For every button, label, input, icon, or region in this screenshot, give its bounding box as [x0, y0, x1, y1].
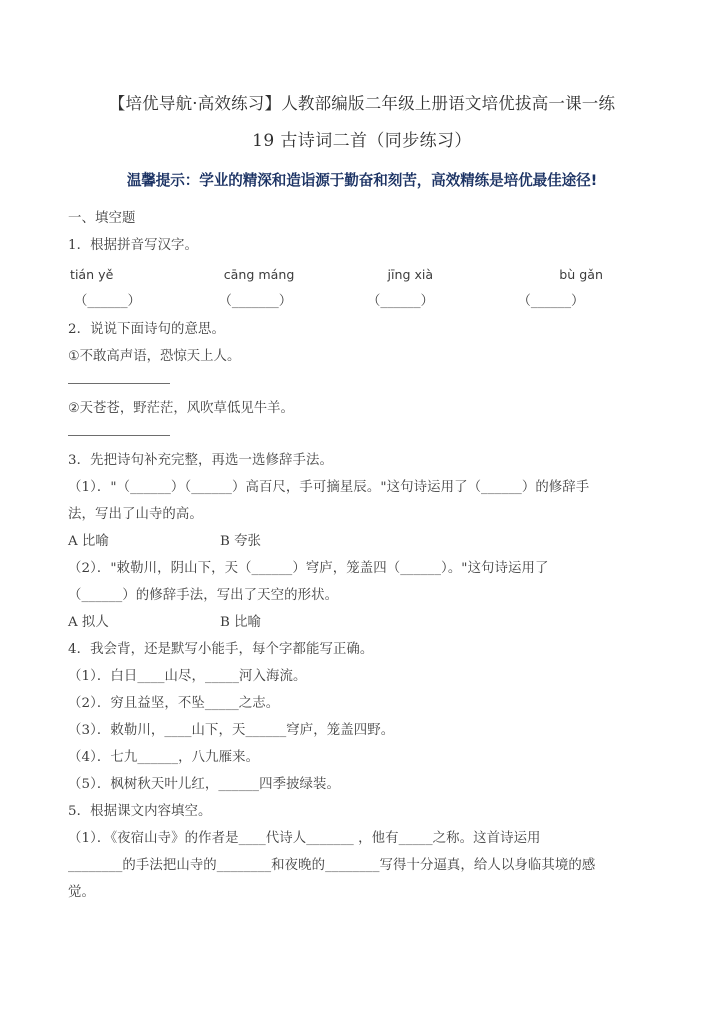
question-4-item-2: （2）．穷且益坚，不坠_____之志。: [68, 696, 280, 712]
answer-blank-1[interactable]: （______）: [74, 294, 141, 310]
option-b-item-2[interactable]: B 比喻: [220, 615, 261, 631]
question-3-item-1-options: [68, 528, 656, 555]
question-2-item-2: [68, 395, 656, 422]
question-1-answer-row: [68, 288, 656, 316]
answer-rule-2[interactable]: [68, 435, 170, 436]
question-5-item-1-line-1: （1）．《夜宿山寺》的作者是____代诗人_______ ，他有_____之称。这首诗运用: [68, 831, 541, 847]
circled-marker-2: ②: [68, 401, 80, 417]
question-4-item-5: （5）．枫树秋天叶儿红，______四季披绿装。: [68, 777, 341, 793]
question-5-item-1-line-3: 觉。: [68, 885, 95, 901]
pinyin-cell-2: cāng máng: [223, 267, 295, 283]
worksheet-body: [68, 191, 656, 906]
option-a-item-1[interactable]: A 比喻: [68, 534, 109, 550]
question-2-prompt: 2．说说下面诗句的意思。: [68, 322, 226, 338]
pinyin-cell-4: bù gǎn: [559, 267, 603, 283]
circled-marker-1: ①: [68, 349, 80, 365]
option-a-item-2[interactable]: A 拟人: [68, 615, 109, 631]
question-3-prompt: 3．先把诗句补充完整，再选一选修辞手法。: [68, 453, 333, 469]
question-3-item-1-line-1: （1）．"（______）（______）高百尺，手可摘星辰。"这句诗运用了（______）的修辞手: [68, 480, 590, 496]
answer-blank-3[interactable]: （______）: [367, 294, 434, 310]
question-5-item-1-line-2: ________的手法把山寺的________和夜晚的________写得十分逼真，给人以身临其境的感: [68, 858, 596, 874]
question-3-item-2-line-1: （2）．"敕勒川，阴山下，天（______）穹庐，笼盖四（______）。"这句诗运用了: [68, 561, 549, 577]
answer-rule-1[interactable]: [68, 383, 170, 384]
tip-banner: 温馨提示：学业的精深和造诣源于勤奋和刻苦，高效精练是培优最佳途径!: [126, 172, 598, 190]
option-b-item-1[interactable]: B 夸张: [220, 534, 261, 550]
question-4-prompt: 4．我会背，还是默写小能手，每个字都能写正确。: [68, 642, 374, 658]
question-2-item-2-text: 天苍苍，野茫茫，风吹草低见牛羊。: [79, 401, 294, 417]
question-3-item-2-options: [68, 609, 656, 636]
page-title: 【培优导航·高效练习】人教部编版二年级上册语文培优拔高一课一练: [108, 94, 616, 113]
question-5-prompt: 5．根据课文内容填空。: [68, 804, 212, 820]
question-3-item-1-line-2: 法，写出了山寺的高。: [68, 507, 203, 523]
pinyin-cell-3: jīng xià: [387, 267, 434, 283]
question-3-item-2-line-2: （______）的修辞手法，写出了天空的形状。: [68, 588, 339, 604]
question-2-item-1-text: 不敢高声语，恐惊天上人。: [79, 349, 241, 365]
question-4-item-4: （4）．七九______，八九雁来。: [68, 750, 260, 766]
question-4-item-1: （1）．白日____山尽，_____河入海流。: [68, 669, 307, 685]
pinyin-cell-1: tián yě: [70, 267, 114, 283]
question-2-item-1: [68, 343, 656, 370]
page-subtitle: 19 古诗词二首（同步练习）: [252, 130, 472, 151]
answer-blank-2[interactable]: （_______）: [218, 294, 293, 310]
question-1-prompt: 1．根据拼音写汉字。: [68, 238, 199, 254]
question-4-item-3: （3）．敕勒川，____山下，天______穹庐，笼盖四野。: [68, 723, 395, 739]
answer-blank-4[interactable]: （______）: [517, 294, 585, 310]
section-heading-fill-in-blank: 一、填空题: [68, 211, 136, 227]
question-1-pinyin-row: [68, 259, 656, 288]
